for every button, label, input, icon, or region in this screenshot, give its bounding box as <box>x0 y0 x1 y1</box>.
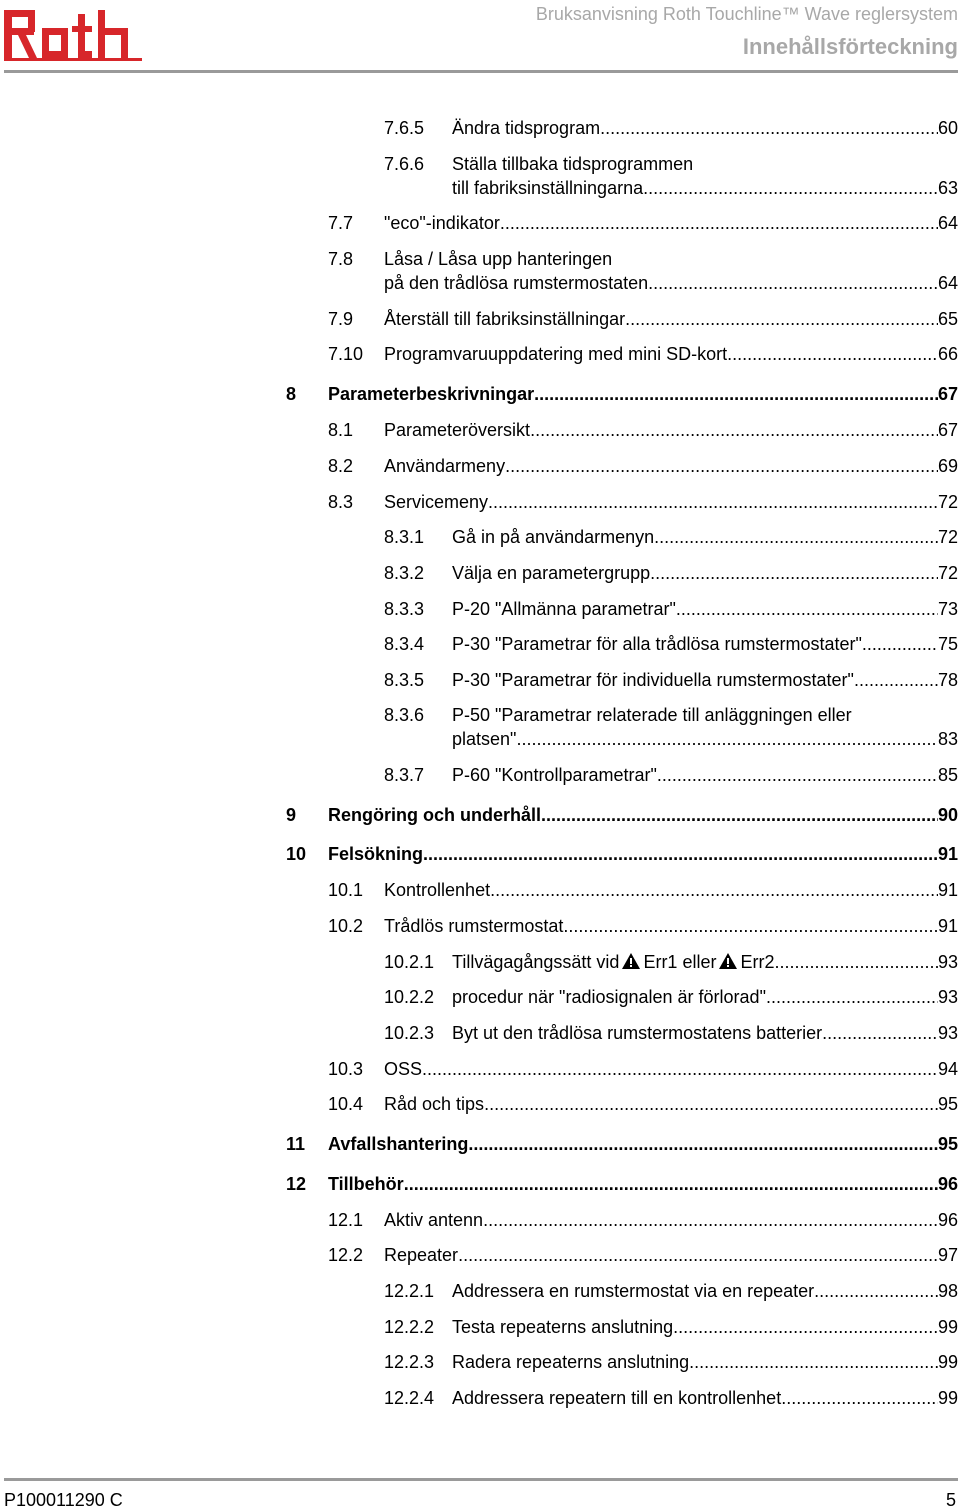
dot-leader <box>650 561 938 585</box>
dot-leader <box>423 842 938 866</box>
dot-leader <box>689 1350 938 1374</box>
toc-entry-number: 7.10 <box>328 344 364 364</box>
dot-leader <box>530 418 938 442</box>
toc-entry-title: platsen" <box>452 729 517 749</box>
dot-leader <box>814 1279 938 1303</box>
toc-entry-page: 99 <box>937 1317 958 1337</box>
toc-entry-title: Ändra tidsprogram <box>452 118 601 138</box>
dot-leader <box>673 1315 938 1339</box>
toc-entry-title: P-30 "Parametrar för alla trådlösa rumstermostater" <box>452 634 862 654</box>
toc-entry-page: 73 <box>937 599 958 619</box>
toc-entry-title: Programvaruuppdatering med mini SD-kort <box>384 344 728 364</box>
toc-entry-page: 95 <box>937 1134 958 1154</box>
toc-entry-number: 7.9 <box>328 309 354 329</box>
toc-entry-title: Addressera repeatern till en kontrollenhet <box>452 1388 782 1408</box>
toc-entry-number: 10.4 <box>328 1094 364 1114</box>
document-number: P100011290 C <box>4 1490 123 1510</box>
toc-entry-title: på den trådlösa rumstermostaten <box>384 273 649 293</box>
dot-leader <box>822 1021 938 1045</box>
toc-entry-number: 10.3 <box>328 1059 364 1079</box>
toc-entry-title: Återställ till fabriksinställningar <box>384 309 626 329</box>
toc-entry-number: 11 <box>286 1134 306 1154</box>
toc-entry-number: 7.7 <box>328 213 354 233</box>
dot-leader <box>516 727 938 751</box>
dot-leader <box>505 454 938 478</box>
toc-entry-title: Byt ut den trådlösa rumstermostatens batterier <box>452 1023 823 1043</box>
toc-entry-page: 72 <box>937 492 958 512</box>
dot-leader <box>727 342 938 366</box>
toc-entry-page: 97 <box>937 1245 958 1265</box>
toc-entry-number: 10.2.1 <box>384 952 435 972</box>
toc-entry-title: OSS <box>384 1059 423 1079</box>
dot-leader <box>774 950 937 974</box>
toc-entry-title-line1: Låsa / Låsa upp hanteringen <box>384 249 613 269</box>
toc-entry-number: 12.2.3 <box>384 1352 435 1372</box>
toc-entry-title-line1: P-50 "Parametrar relaterade till anläggningen eller <box>452 705 852 725</box>
toc-entry-title: Tillbehör <box>328 1174 404 1194</box>
toc-entry-page: 72 <box>937 563 958 583</box>
toc-entry-page: 94 <box>937 1059 958 1079</box>
toc-entry-number: 12.1 <box>328 1210 364 1230</box>
toc-entry-page: 72 <box>937 527 958 547</box>
toc-entry-page: 65 <box>937 309 958 329</box>
dot-leader <box>643 176 938 200</box>
toc-entry-page: 67 <box>937 420 958 440</box>
warning-icon <box>719 953 737 969</box>
toc-entry-number: 10.1 <box>328 880 364 900</box>
toc-entry-title: Parameteröversikt <box>384 420 531 440</box>
toc-entry-number: 8.3.6 <box>384 705 425 725</box>
toc-entry-title: Avfallshantering <box>328 1134 469 1154</box>
toc-entry-title-part: Err2 <box>740 952 775 972</box>
toc-entry-page: 64 <box>937 213 958 233</box>
dot-leader <box>458 1243 938 1267</box>
toc-entry-page: 93 <box>937 987 958 1007</box>
toc-entry-page: 96 <box>937 1174 958 1194</box>
dot-leader <box>648 271 938 295</box>
toc-entry-title: Servicemeny <box>384 492 489 512</box>
toc-entry-page: 96 <box>937 1210 958 1230</box>
toc-entry-title-part: Err1 eller <box>643 952 717 972</box>
dot-leader <box>541 803 938 827</box>
toc-entry-title: Gå in på användarmenyn <box>452 527 655 547</box>
toc-entry-title: Repeater <box>384 1245 459 1265</box>
toc-entry-title: Testa repeaterns anslutning <box>452 1317 674 1337</box>
toc-entry-title: "eco"-indikator <box>384 213 500 233</box>
toc-entry-number: 10.2.2 <box>384 987 435 1007</box>
toc-entry-title: Trådlös rumstermostat <box>384 916 564 936</box>
toc-entry-page: 95 <box>937 1094 958 1114</box>
dot-leader <box>862 632 938 656</box>
toc-entry-page: 63 <box>937 178 958 198</box>
toc-entry-page: 64 <box>937 273 958 293</box>
toc-entry-number: 8.3.4 <box>384 634 425 654</box>
toc-entry-page: 69 <box>937 456 958 476</box>
toc-entry-page: 67 <box>937 384 958 404</box>
toc-entry-page: 93 <box>937 1023 958 1043</box>
toc-entry-title: procedur när "radiosignalen är förlorad" <box>452 987 766 1007</box>
toc-entry-page: 60 <box>937 118 958 138</box>
toc-entry-number: 12.2.1 <box>384 1281 435 1301</box>
dot-leader <box>854 668 938 692</box>
toc-entry-title: P-60 "Kontrollparametrar" <box>452 765 657 785</box>
dot-leader <box>657 763 938 787</box>
toc-entry-number: 8.3 <box>328 492 354 512</box>
dot-leader <box>422 1057 938 1081</box>
toc-entry-page: 98 <box>937 1281 958 1301</box>
dot-leader <box>563 914 938 938</box>
toc-entry-page: 83 <box>937 729 958 749</box>
toc-entry-number: 8.3.1 <box>384 527 425 547</box>
toc-entry-title-part: Tillvägagångssätt vid <box>452 952 620 972</box>
dot-leader <box>488 490 938 514</box>
header-divider <box>4 70 958 73</box>
toc-entry-number: 8.3.2 <box>384 563 425 583</box>
toc-entry-title: P-20 "Allmänna parametrar" <box>452 599 676 619</box>
toc-entry-page: 99 <box>937 1388 958 1408</box>
toc-entry-number: 10.2.3 <box>384 1023 435 1043</box>
toc-entry-page: 75 <box>937 634 958 654</box>
page-title: Innehållsförteckning <box>742 34 958 59</box>
toc-entry-title-line1: Ställa tillbaka tidsprogrammen <box>452 154 694 174</box>
toc-entry-number: 7.8 <box>328 249 354 269</box>
toc-entry-page: 66 <box>937 344 958 364</box>
dot-leader <box>625 307 938 331</box>
toc-entry-number: 12.2 <box>328 1245 364 1265</box>
roth-logo <box>4 6 142 62</box>
toc-entry-title: Radera repeaterns anslutning <box>452 1352 690 1372</box>
toc-entry-title: Råd och tips <box>384 1094 485 1114</box>
dot-leader <box>781 1386 938 1410</box>
dot-leader <box>483 1208 938 1232</box>
dot-leader <box>468 1132 938 1156</box>
toc-entry-number: 7.6.5 <box>384 118 425 138</box>
dot-leader <box>500 211 938 235</box>
dot-leader <box>490 878 938 902</box>
toc-entry-number: 8.3.3 <box>384 599 425 619</box>
toc-entry-title: Addressera en rumstermostat via en repeater <box>452 1281 815 1301</box>
warning-icon <box>622 953 640 969</box>
toc-entry-title: Välja en parametergrupp <box>452 563 651 583</box>
toc-entry-title: Felsökning <box>328 844 424 864</box>
toc-entry-title: Parameterbeskrivningar <box>328 384 535 404</box>
toc-entry-page: 99 <box>937 1352 958 1372</box>
page-number: 5 <box>945 1490 956 1510</box>
dot-leader <box>766 985 938 1009</box>
toc-entry-title: Aktiv antenn <box>384 1210 484 1230</box>
toc-entry-number: 12.2.4 <box>384 1388 435 1408</box>
toc-entry-title: Kontrollenhet <box>384 880 491 900</box>
dot-leader <box>600 116 938 140</box>
toc-entry-title: till fabriksinställningarna <box>452 178 644 198</box>
dot-leader <box>404 1172 938 1196</box>
dot-leader <box>676 597 938 621</box>
toc-entry-title <box>452 950 774 974</box>
dot-leader <box>484 1092 938 1116</box>
toc-entry-number: 10 <box>286 844 307 864</box>
toc-entry-number: 7.6.6 <box>384 154 425 174</box>
toc-entry-page: 90 <box>937 805 958 825</box>
toc-entry-number: 10.2 <box>328 916 364 936</box>
toc-entry-title: Användarmeny <box>384 456 506 476</box>
toc-entry-title: P-30 "Parametrar för individuella rumstermostater" <box>452 670 854 690</box>
toc-entry-number: 8.3.5 <box>384 670 425 690</box>
toc-entry-number: 8.1 <box>328 420 354 440</box>
toc-entry-page: 91 <box>937 844 958 864</box>
toc-entry-page: 91 <box>937 916 958 936</box>
footer-divider <box>4 1478 958 1481</box>
dot-leader <box>654 525 938 549</box>
toc-entry-title: Rengöring och underhåll <box>328 805 542 825</box>
toc-entry-number: 12 <box>286 1174 307 1194</box>
toc-entry-page: 91 <box>937 880 958 900</box>
toc-entry-number: 8.3.7 <box>384 765 425 785</box>
toc-entry-number: 8.2 <box>328 456 354 476</box>
toc-entry-number: 9 <box>286 805 297 825</box>
document-subtitle: Bruksanvisning Roth Touchline™ Wave reglersystem <box>535 4 958 24</box>
toc-entry-page: 78 <box>937 670 958 690</box>
toc-entry-page: 85 <box>937 765 958 785</box>
dot-leader <box>534 382 938 406</box>
toc-entry-number: 8 <box>286 384 297 404</box>
toc-entry-page: 93 <box>937 952 958 972</box>
toc-entry-number: 12.2.2 <box>384 1317 435 1337</box>
